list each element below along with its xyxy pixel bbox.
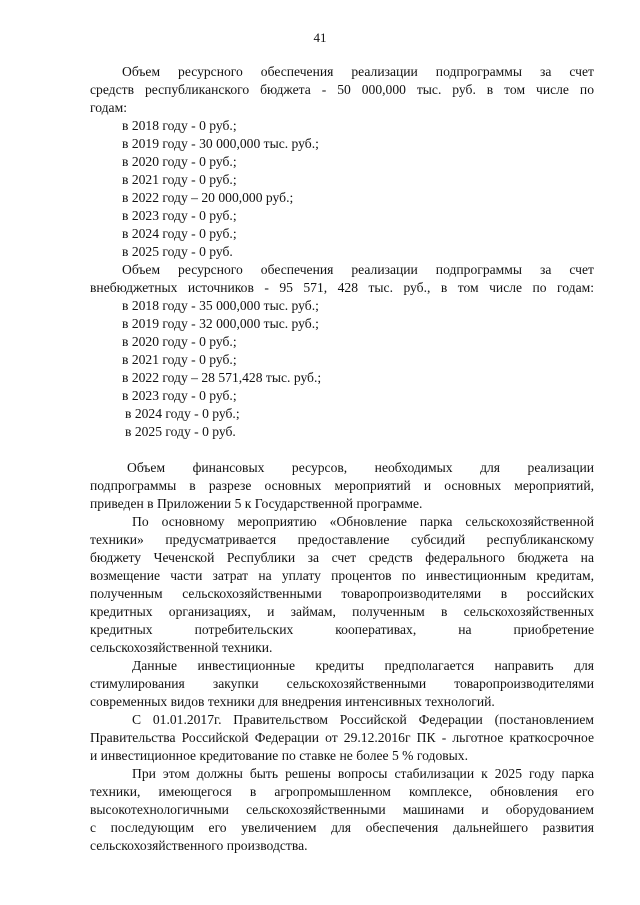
paragraph-line: годам: bbox=[90, 100, 127, 115]
paragraph-line: внебюджетных источников - 95 571, 428 тыс. руб., в том числе по годам: bbox=[90, 280, 594, 295]
list-item: в 2023 году - 0 руб.; bbox=[122, 388, 237, 403]
paragraph-line: приведен в Приложении 5 к Государственной программе. bbox=[90, 496, 423, 511]
paragraph-line: бюджету Чеченской Республики за счет средств федерального бюджета на bbox=[90, 550, 594, 565]
paragraph-line: кредитных потребительских кооперативах, на приобретение bbox=[90, 622, 594, 637]
list-item: в 2018 году - 35 000,000 тыс. руб.; bbox=[122, 298, 319, 313]
list-item: в 2018 году - 0 руб.; bbox=[122, 118, 237, 133]
paragraph-line: С 01.01.2017г. Правительством Российской Федерации (постановлением bbox=[132, 712, 594, 727]
paragraph-line: техники» предусматривается предоставление субсидий республиканскому bbox=[90, 532, 594, 547]
paragraph-line: При этом должны быть решены вопросы стабилизации к 2025 году парка bbox=[132, 766, 594, 781]
paragraph-line: Объем ресурсного обеспечения реализации подпрограммы за счет bbox=[122, 262, 594, 277]
paragraph-line: полученным сельскохозяйственными товаропроизводителями в российских bbox=[90, 586, 594, 601]
list-item: в 2023 году - 0 руб.; bbox=[122, 208, 237, 223]
list-item: в 2025 году - 0 руб. bbox=[125, 424, 236, 439]
paragraph-line: сельскохозяйственного производства. bbox=[90, 838, 308, 853]
paragraph-line: стимулирования закупки сельскохозяйственными товаропроизводителями bbox=[90, 676, 594, 691]
paragraph-line: высокотехнологичными сельскохозяйственными машинами и оборудованием bbox=[90, 802, 594, 817]
paragraph-line: Объем финансовых ресурсов, необходимых для реализации bbox=[127, 460, 594, 475]
paragraph-line: По основному мероприятию «Обновление парка сельскохозяйственной bbox=[132, 514, 594, 529]
paragraph-line: Правительства Российской Федерации от 29.12.2016г ПК - льготное краткосрочное bbox=[90, 730, 594, 745]
list-item: в 2021 году - 0 руб.; bbox=[122, 352, 237, 367]
list-item: в 2022 году – 28 571,428 тыс. руб.; bbox=[122, 370, 322, 385]
paragraph-line: подпрограммы в разрезе основных мероприятий и основных мероприятий, bbox=[90, 478, 594, 493]
list-item: в 2019 году - 30 000,000 тыс. руб.; bbox=[122, 136, 319, 151]
list-item: в 2019 году - 32 000,000 тыс. руб.; bbox=[122, 316, 319, 331]
list-item: в 2025 году - 0 руб. bbox=[122, 244, 233, 259]
paragraph-line: и инвестиционное кредитование по ставке не более 5 % годовых. bbox=[90, 748, 469, 763]
paragraph-line: средств республиканского бюджета - 50 000,000 тыс. руб. в том числе по bbox=[90, 82, 594, 97]
paragraph-line: с последующим его увеличением для обеспечения дальнейшего развития bbox=[90, 820, 594, 835]
paragraph-line: современных видов техники для внедрения интенсивных технологий. bbox=[90, 694, 495, 709]
list-item: в 2021 году - 0 руб.; bbox=[122, 172, 237, 187]
paragraph-line: техники, имеющегося в агропромышленном комплексе, обновления его bbox=[90, 784, 594, 799]
list-item: в 2020 году - 0 руб.; bbox=[122, 334, 237, 349]
paragraph-line: возмещение части затрат на уплату процентов по инвестиционным кредитам, bbox=[90, 568, 594, 583]
list-item: в 2024 году - 0 руб.; bbox=[122, 226, 237, 241]
paragraph-line: Объем ресурсного обеспечения реализации подпрограммы за счет bbox=[122, 64, 594, 79]
list-item: в 2020 году - 0 руб.; bbox=[122, 154, 237, 169]
list-item: в 2022 году – 20 000,000 руб.; bbox=[122, 190, 294, 205]
list-item: в 2024 году - 0 руб.; bbox=[125, 406, 240, 421]
paragraph-line: кредитных организациях, и займам, полученным в сельскохозяйственных bbox=[90, 604, 594, 619]
paragraph-line: Данные инвестиционные кредиты предполагается направить для bbox=[132, 658, 594, 673]
paragraph-line: сельскохозяйственной техники. bbox=[90, 640, 273, 655]
page-number: 41 bbox=[313, 30, 327, 45]
